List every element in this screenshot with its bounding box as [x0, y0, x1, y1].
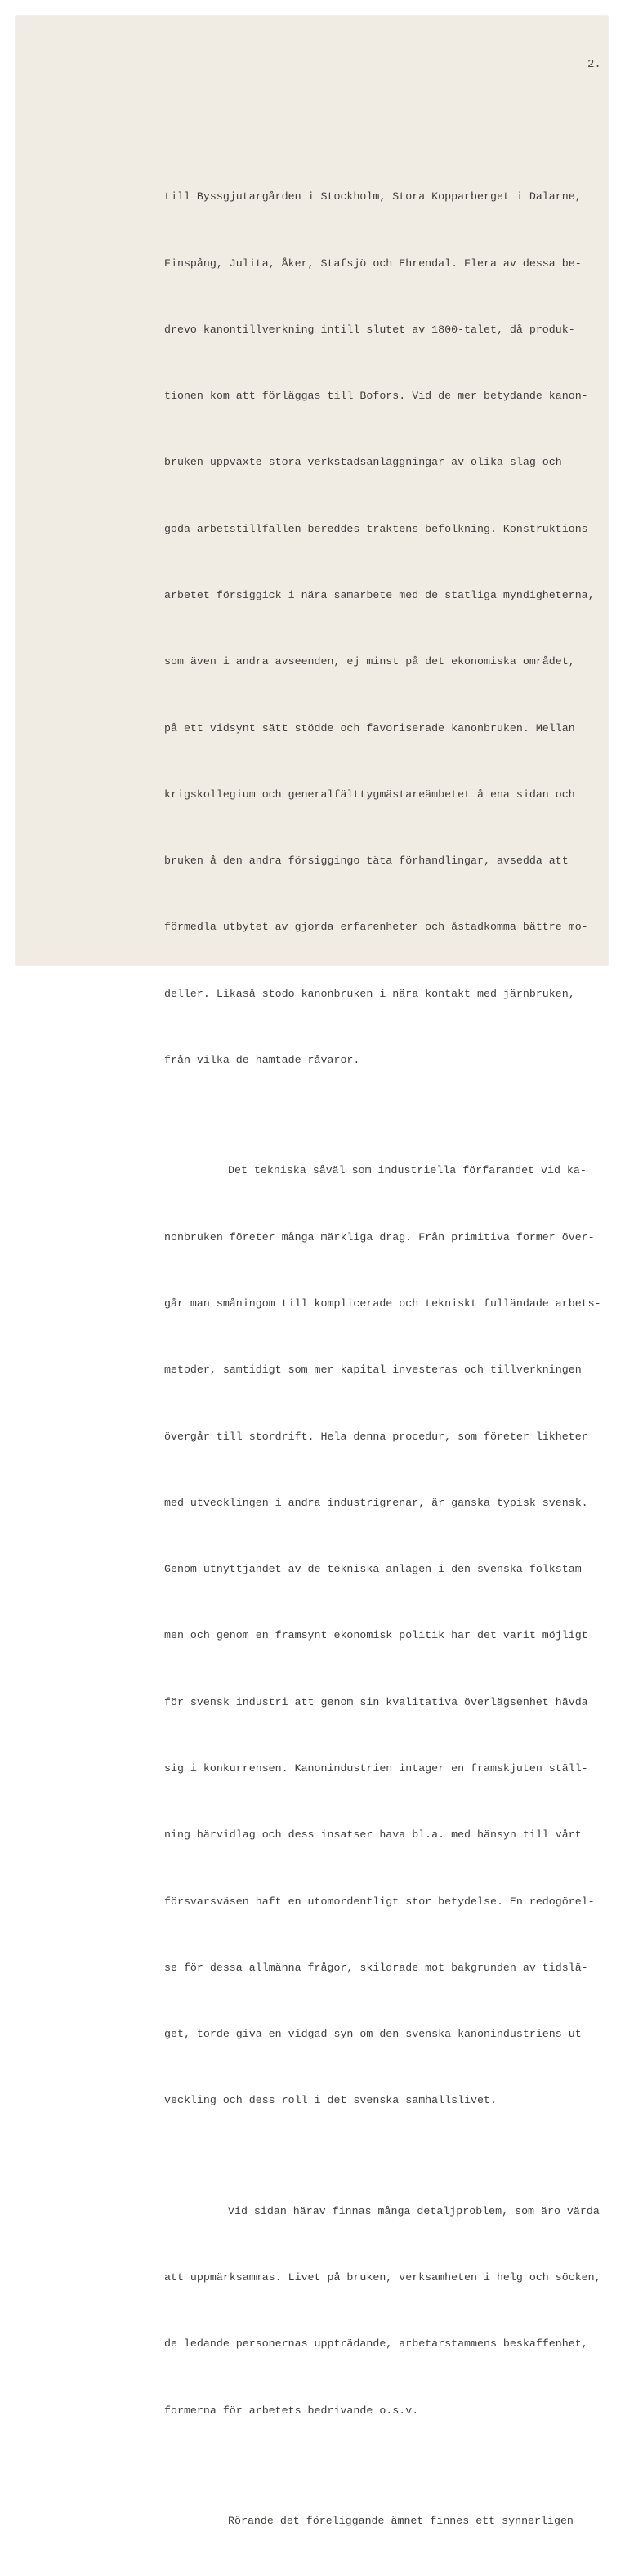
text-line: goda arbetstillfällen bereddes traktens befolkning. Konstruktions- — [164, 522, 595, 535]
text-line: veckling och dess roll i det svenska samhällslivet. — [164, 2094, 497, 2107]
text-line: övergår till stordrift. Hela denna procedur, som företer likheter — [164, 1430, 588, 1443]
text-line: ning härvidlag och dess insatser hava bl.a. med hänsyn till vårt — [164, 1828, 582, 1842]
text-line: bruken uppväxte stora verkstadsanläggningar av olika slag och — [164, 456, 562, 469]
text-line: get, torde giva en vidgad syn om den svenska kanonindustriens ut- — [164, 2028, 588, 2041]
text-line: krigskollegium och generalfälttygmästareämbetet å ena sidan och — [164, 788, 575, 801]
text-line: bruken å den andra försiggingo täta förhandlingar, avsedda att — [164, 855, 569, 868]
text-line: försvarsväsen haft en utomordentligt stor betydelse. En redogörel- — [164, 1895, 595, 1908]
text-line: nonbruken företer många märkliga drag. Från primitiva former över- — [164, 1230, 595, 1243]
text-line: sig i konkurrensen. Kanonindustrien intager en framskjuten ställ- — [164, 1761, 588, 1775]
text-line: men och genom en framsynt ekonomisk politik har det varit möjligt — [164, 1629, 588, 1642]
text-line: förmedla utbytet av gjorda erfarenheter och åstadkomma bättre mo- — [164, 921, 588, 934]
body-text — [164, 119, 612, 2576]
text-line: tionen kom att förläggas till Bofors. Vid de mer betydande kanon- — [164, 390, 588, 403]
text-line: se för dessa allmänna frågor, skildrade mot bakgrunden av tidslä- — [164, 1961, 588, 1974]
text-line: Vid sidan härav finnas många detaljproblem, som äro värda — [228, 2204, 600, 2217]
text-line: att uppmärksammas. Livet på bruken, verksamheten i helg och söcken, — [164, 2271, 601, 2284]
text-line: Rörande det föreliggande ämnet finnes ett synnerligen — [228, 2515, 574, 2528]
text-line: deller. Likaså stodo kanonbruken i nära kontakt med järnbruken, — [164, 987, 575, 1000]
text-line: för svensk industri att genom sin kvalitativa överlägsenhet hävda — [164, 1695, 588, 1708]
text-line: formerna för arbetets bedrivande o.s.v. — [164, 2404, 419, 2417]
text-line: som även i andra avseenden, ej minst på det ekonomiska området, — [164, 655, 575, 668]
text-line: med utvecklingen i andra industrigrenar, är ganska typisk svensk. — [164, 1496, 588, 1509]
text-line: de ledande personernas uppträdande, arbetarstammens beskaffenhet, — [164, 2337, 588, 2351]
document-page — [16, 16, 608, 2528]
text-line: går man småningom till komplicerade och tekniskt fulländade arbets- — [164, 1297, 601, 1310]
text-line: drevo kanontillverkning intill slutet av 1800-talet, då produk- — [164, 323, 575, 336]
text-line: Genom utnyttjandet av de tekniska anlagen i den svenska folkstam- — [164, 1563, 588, 1576]
text-line: på ett vidsynt sätt stödde och favoriserade kanonbruken. Mellan — [164, 721, 575, 734]
text-line: metoder, samtidigt som mer kapital investeras och tillverkningen — [164, 1364, 582, 1377]
text-line: Finspång, Julita, Åker, Stafsjö och Ehrendal. Flera av dessa be- — [164, 257, 582, 270]
text-line: från vilka de hämtade råvaror. — [164, 1053, 360, 1066]
page-number: 2. — [587, 58, 601, 71]
text-line: arbetet försiggick i nära samarbete med de statliga myndigheterna, — [164, 588, 595, 601]
text-line: till Byssgjutargården i Stockholm, Stora Kopparberget i Dalarne, — [164, 190, 582, 203]
text-line: Det tekniska såväl som industriella förfarandet vid ka- — [228, 1164, 587, 1177]
